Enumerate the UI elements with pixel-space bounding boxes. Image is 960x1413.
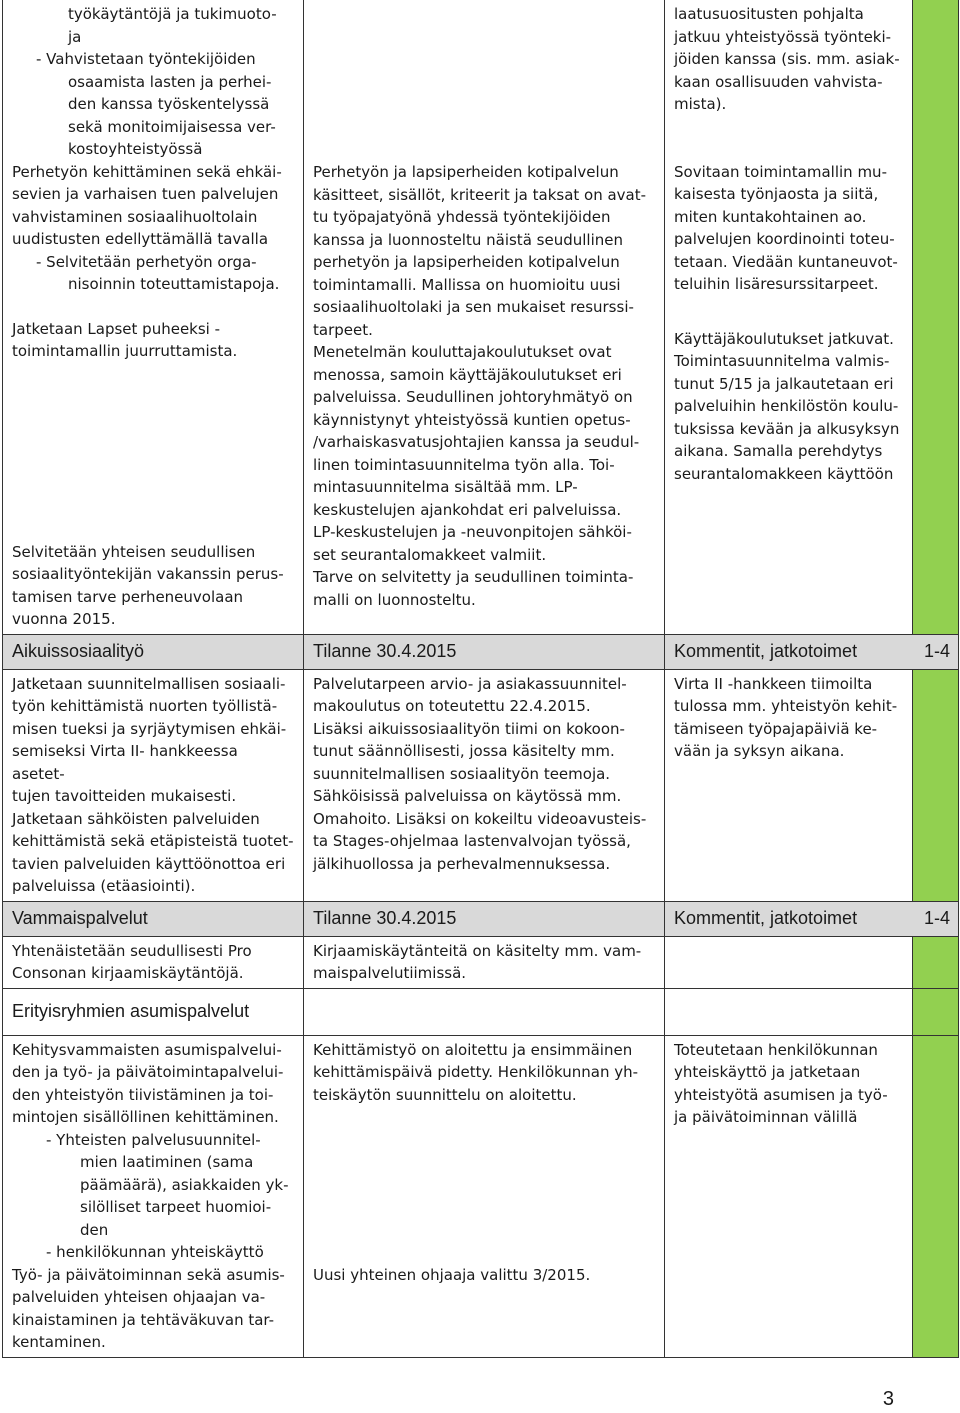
rating-column (913, 669, 959, 901)
text-line: suunnitelmallisen sosiaalityön teemoja. (313, 764, 611, 783)
text-line: Lisäksi aikuissosiaalityön tiimi on kokoon- (313, 719, 625, 738)
text-line: Jatketaan Lapset puheeksi - (12, 319, 221, 338)
rating-column (913, 988, 959, 1035)
text-line: tulossa mm. yhteistyön kehit- (674, 697, 898, 715)
text-line: perhetyön ja lapsiperheiden kotipalvelun (313, 253, 620, 271)
rating-column (913, 0, 959, 634)
text-line: tetaan. Viedään kuntaneuvot- (674, 252, 898, 271)
text-line: LP-keskustelujen ja -neuvonpitojen sähköi- (313, 523, 632, 541)
bullet-line: - Selvitetään perhetyön orga- (36, 252, 257, 271)
text-line: nisoinnin toteuttamistapoja. (68, 275, 280, 293)
text-line: tarpeet. (313, 320, 373, 339)
bullet-line: - Yhteisten palvelusuunnitel- (46, 1130, 261, 1149)
text-line: /varhaiskasvatusjohtajien kanssa ja seudul- (313, 433, 640, 451)
empty-cell (665, 988, 913, 1035)
text-line: seurantalomakkeen käyttöön (674, 464, 894, 483)
text-line: ta Stages-ohjelmaa lastenvalvojan työssä, (313, 832, 631, 850)
text-line: Sovitaan toimintamallin mu- (674, 162, 887, 181)
text-line: Yhtenäistetään seudullisesti Pro (12, 941, 252, 960)
text-line: tujen tavoitteiden mukaisesti. (12, 787, 237, 805)
rating-range: 1-4 (923, 908, 950, 929)
section-header-disability-services (3, 901, 959, 936)
text-line: kaan osallisuuden vahvista- (674, 72, 883, 91)
text-line: Toteutetaan henkilökunnan (674, 1040, 878, 1059)
text-line: tunut säännöllisesti, jossa käsitelty mm. (313, 742, 615, 760)
text-line: mien laatiminen (sama (80, 1153, 254, 1171)
text-line: käynnistynyt yhteistyössä kuntien opetus- (313, 410, 631, 429)
text-line: jöiden kanssa (sis. mm. asiak- (674, 50, 900, 68)
goals-cell (3, 0, 304, 634)
plan-table (2, 0, 959, 1358)
goals-cell (3, 669, 304, 901)
text-line: misen tueksi ja syrjäytymisen ehkäi- (12, 719, 287, 738)
status-cell (304, 936, 665, 988)
disability-records-row (3, 936, 959, 988)
text-line: mintojen sisällöllinen kehittäminen. (12, 1108, 279, 1126)
text-line: Perhetyön kehittäminen sekä ehkäi- (12, 162, 282, 181)
text-line: Tarve on selvitetty ja seudullinen toiminta- (313, 568, 634, 586)
text-line: laatusuositusten pohjalta (674, 5, 864, 23)
text-line: makoulutus on toteutettu 22.4.2015. (313, 697, 591, 715)
text-line: Omahoito. Lisäksi on kokeiltu videoavusteis- (313, 809, 647, 828)
text-line: menossa, samoin käyttäjäkoulutukset eri (313, 365, 622, 384)
text-line: osaamista lasten ja perhei- (68, 72, 272, 91)
text-line: vahvistaminen sosiaalihuoltolain (12, 207, 258, 226)
text-line: teiskäytön suunnittelu on aloitettu. (313, 1085, 577, 1104)
text-line: Käyttäjäkoulutukset jatkuvat. (674, 329, 894, 348)
text-line: vuonna 2015. (12, 610, 116, 628)
text-line: tamisen tarve perheneuvolaan (12, 587, 244, 606)
section-comments-header (665, 634, 959, 669)
text-line: sosiaalityöntekijän vakanssin perus- (12, 565, 284, 583)
comments-cell (665, 669, 913, 901)
text-line: tavien palveluiden käyttöönottoa eri (12, 854, 286, 873)
text-line: mista). (674, 95, 727, 113)
text-line: vään ja syksyn aikana. (674, 742, 845, 760)
text-line: kanssa ja luonnosteltu näistä seudullinen (313, 230, 623, 249)
subheading-row (3, 988, 959, 1035)
bullet-line: - Vahvistetaan työntekijöiden (36, 50, 256, 68)
text-line: Uusi yhteinen ohjaaja valittu 3/2015. (313, 1266, 591, 1284)
status-cell (304, 669, 665, 901)
text-line: Työ- ja päivätoiminnan sekä asumis- (12, 1265, 285, 1284)
text-line: den kanssa työskentelyssä (68, 95, 270, 113)
text-line: semiseksi Virta II- hankkeessa asetet- (12, 742, 238, 783)
text-line: linen toimintasuunnitelma työn alla. Toi- (313, 455, 615, 474)
text-line: työn kehittämistä nuorten työllistä- (12, 697, 278, 715)
text-line: keskustelujen ajankohdat eri palveluissa. (313, 500, 622, 519)
section-title: Aikuissosiaalityö (3, 634, 304, 669)
section-title: Vammaispalvelut (3, 901, 304, 936)
text-line: päämäärä), asiakkaiden yk- (80, 1175, 289, 1194)
text-line: tämiseen työpajapäiviä ke- (674, 719, 878, 738)
text-line: kostoyhteistyössä (68, 140, 203, 158)
text-line: jatkuu yhteistyössä työnteki- (674, 27, 892, 46)
section-comments-header (665, 901, 959, 936)
comments-cell (665, 1035, 913, 1357)
text-line: Palvelutarpeen arvio- ja asiakassuunnitel- (313, 674, 627, 693)
text-line: Kirjaamiskäytänteitä on käsitelty mm. vam- (313, 941, 642, 960)
housing-services-row (3, 1035, 959, 1357)
comments-label: Kommentit, jatkotoimet (674, 641, 858, 662)
text-line: den yhteistyön tiivistäminen ja toi- (12, 1085, 274, 1104)
subheading: Erityisryhmien asumispalvelut (12, 1000, 250, 1021)
text-line: sekä monitoimijaisessa ver- (68, 117, 276, 136)
text-line: tu työpajatyönä yhdessä työntekijöiden (313, 208, 611, 226)
text-line: toimintamallin juurruttamista. (12, 342, 238, 360)
goals-cell (3, 936, 304, 988)
text-line: mintasuunnitelma sisältää mm. LP- (313, 478, 578, 496)
text-line: palveluiden yhteisen ohjaajan va- (12, 1288, 266, 1306)
text-line: maispalvelutiimissä. (313, 964, 467, 982)
text-line: den ja työ- ja päivätoimintapalvelui- (12, 1063, 284, 1081)
text-line: silölliset tarpeet huomioi- (80, 1198, 272, 1216)
comments-cell (665, 936, 913, 988)
text-line: kinaistaminen ja tehtäväkuvan tar- (12, 1310, 275, 1329)
text-line: sosiaalihuoltolaki ja sen mukaiset resurssi- (313, 298, 634, 316)
bullet-line: - henkilökunnan yhteiskäyttö (46, 1243, 264, 1261)
text-line: Consonan kirjaamiskäytäntöjä. (12, 964, 244, 982)
text-line: Jatketaan suunnitelmallisen sosiaali- (12, 674, 286, 693)
text-line: yhteiskäyttö ja jatketaan (674, 1063, 861, 1081)
status-cell (304, 1035, 665, 1357)
text-line: kaisesta työnjaosta ja siitä, (674, 185, 879, 203)
text-line: tuksissa kevään ja alkusyksyn (674, 419, 900, 438)
text-line: teluihin lisäresurssitarpeet. (674, 275, 879, 293)
text-line: Toimintasuunnitelma valmis- (674, 352, 890, 370)
text-line: Sähköisissä palveluissa on käytössä mm. (313, 787, 622, 805)
text-line: aikana. Samalla perehdytys (674, 442, 883, 460)
rating-range: 1-4 (923, 641, 950, 662)
section-header-adult-social-work (3, 634, 959, 669)
text-line: Virta II -hankkeen tiimoilta (674, 674, 873, 693)
text-line: palvelujen koordinointi toteu- (674, 230, 895, 248)
text-line: toimintamalli. Mallissa on huomioitu uusi (313, 275, 621, 294)
text-line: yhteistyötä asumisen ja työ- (674, 1085, 888, 1104)
text-line: Kehittämistyö on aloitettu ja ensimmäinen (313, 1040, 633, 1059)
text-line: Kehitysvammaisten asumispalvelui- (12, 1040, 282, 1059)
text-line: jälkihuollossa ja perhevalmennuksessa. (313, 854, 611, 873)
comments-cell (665, 0, 913, 634)
family-services-row (3, 0, 959, 634)
section-status: Tilanne 30.4.2015 (304, 901, 665, 936)
comments-label: Kommentit, jatkotoimet (674, 908, 858, 929)
text-line: Perhetyön ja lapsiperheiden kotipalvelun (313, 163, 619, 181)
page-number: 3 (882, 1388, 894, 1410)
text-line: miten kuntakohtainen ao. (674, 207, 867, 226)
text-line: Jatketaan sähköisten palveluiden (12, 809, 260, 828)
text-line: kentaminen. (12, 1333, 106, 1351)
text-line: set seurantalomakkeet valmiit. (313, 545, 547, 564)
text-line: malli on luonnosteltu. (313, 590, 476, 609)
text-line: den (80, 1220, 109, 1239)
text-line: tunut 5/15 ja jalkautetaan eri (674, 374, 894, 393)
empty-cell (304, 988, 665, 1035)
rating-column (913, 1035, 959, 1357)
text-line: kehittämispäivä pidetty. Henkilökunnan yh- (313, 1063, 639, 1081)
text-line: työkäytäntöjä ja tukimuoto- (68, 5, 277, 23)
subheading-cell (3, 988, 304, 1035)
text-line: Menetelmän kouluttajakoulutukset ovat (313, 343, 612, 361)
status-cell (304, 0, 665, 634)
text-line: sevien ja varhaisen tuen palvelujen (12, 185, 279, 203)
adult-social-work-row (3, 669, 959, 901)
text-line: palveluissa. Seudullinen johtoryhmätyö on (313, 388, 633, 406)
text-line: kehittämistä sekä etäpisteistä tuotet- (12, 832, 294, 850)
section-status: Tilanne 30.4.2015 (304, 634, 665, 669)
text-line: uudistusten edellyttämällä tavalla (12, 230, 269, 248)
text-line: palveluissa (etäasiointi). (12, 877, 196, 895)
text-line: käsitteet, sisällöt, kriteerit ja taksat on avat- (313, 185, 647, 204)
text-line: ja päivätoiminnan välillä (674, 1108, 858, 1126)
text-line: ja (68, 27, 82, 46)
rating-column (913, 936, 959, 988)
text-line: palveluihin henkilöstön koulu- (674, 397, 899, 415)
goals-cell (3, 1035, 304, 1357)
text-line: Selvitetään yhteisen seudullisen (12, 542, 256, 561)
